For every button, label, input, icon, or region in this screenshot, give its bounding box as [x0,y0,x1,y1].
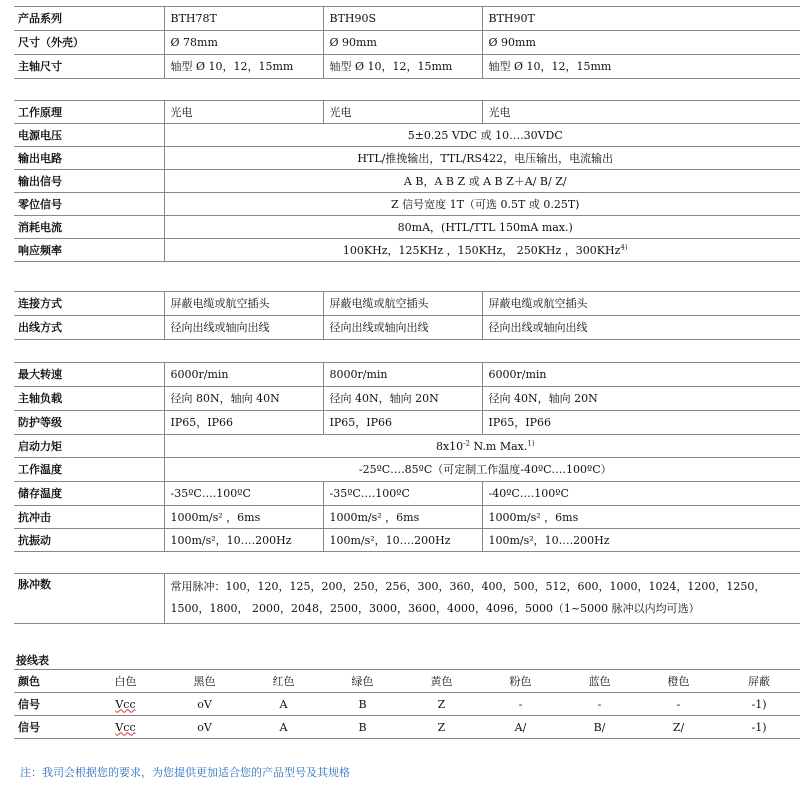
spec-value: IP65，IP66 [482,411,800,435]
wiring-cell: oV [165,693,244,716]
spec-label: 尺寸（外壳） [14,31,164,55]
footer-note: 注：我司会根据您的要求，为您提供更加适合您的产品型号及其规格 [20,766,350,779]
spec-label: 连接方式 [14,292,164,316]
wiring-table [14,669,800,739]
wiring-header-cell: 红色 [244,670,323,693]
spec-label: 零位信号 [14,193,164,216]
wiring-row [14,716,800,739]
wiring-cell [86,693,165,716]
torque-base: 8x10 [435,439,464,453]
spec-table-mechanical [14,362,800,552]
spec-label: 电源电压 [14,124,164,147]
wiring-title: 接线表 [16,654,49,667]
wiring-cell: A [244,693,323,716]
spec-table-connection [14,291,800,340]
pulses-value: 常用脉冲：100，120，125，200，250，256，300，360，400，500，512，600，1000，1024，1200，1250，1500，1800， 2000，2048，2500，3000，3600，4000，4096，5000（1~5000 脉冲以内均可选） [164,574,800,624]
spec-label: 输出电路 [14,147,164,170]
wiring-cell: - [639,693,718,716]
wiring-header-cell: 黄色 [402,670,481,693]
spec-value: 屏蔽电缆或航空插头 [323,292,482,316]
torque-unit: N.m Max. [469,439,528,453]
spec-row-torque [14,435,800,458]
spec-label: 输出信号 [14,170,164,193]
spec-value: 屏蔽电缆或航空插头 [164,292,323,316]
spec-label: 启动力矩 [14,435,164,458]
wiring-cell [86,716,165,739]
spec-value: 径向 40N，轴向 20N [482,387,800,411]
spec-value: 6000r/min [164,363,323,387]
spec-value: Ø 78mm [164,31,323,55]
frequency-text: 100KHz，125KHz ，150KHz， 250KHz ，300KHz [342,243,621,257]
spec-value: 光电 [164,101,323,124]
spec-row-storage [14,482,800,506]
spec-value: 径向出线或轴向出线 [482,316,800,340]
spec-row-zero [14,193,800,216]
spec-value: 屏蔽电缆或航空插头 [482,292,800,316]
spec-row-supply [14,124,800,147]
spec-value: 100m/s²，10….200Hz [164,529,323,552]
spec-value: 光电 [482,101,800,124]
footnote-mark: 4) [620,242,628,251]
spec-value: 轴型 Ø 10，12，15mm [323,55,482,79]
spec-value: 1000m/s² ，6ms [482,506,800,529]
spec-value: IP65，IP66 [323,411,482,435]
spec-value: 80mA，(HTL/TTL 150mA max.) [164,216,800,239]
spec-value: 100m/s²，10….200Hz [323,529,482,552]
spec-value: BTH90T [482,7,800,31]
wiring-header-cell: 粉色 [481,670,560,693]
wiring-cell: Z/ [639,716,718,739]
spec-label: 出线方式 [14,316,164,340]
torque-exponent: -2 [463,438,470,447]
wiring-header-cell: 屏蔽 [718,670,800,693]
wiring-cell: B [323,693,402,716]
spec-row-pulses [14,574,800,624]
spec-value: IP65，IP66 [164,411,323,435]
wiring-header-cell: 黑色 [165,670,244,693]
spec-table-electrical [14,100,800,262]
spec-value: -25ºC….85ºC（可定制工作温度-40ºC….100ºC） [164,458,800,482]
wiring-cell: -1) [718,716,800,739]
spec-row-shock [14,506,800,529]
wiring-cell-text: Vcc [115,697,136,711]
wiring-row [14,693,800,716]
spec-label: 最大转速 [14,363,164,387]
wiring-header-cell: 白色 [86,670,165,693]
spec-value: 1000m/s² ，6ms [323,506,482,529]
spec-value: Z 信号宽度 1T（可选 0.5T 或 0.25T) [164,193,800,216]
spec-value-torque [164,435,800,458]
spec-value: 径向 80N，轴向 40N [164,387,323,411]
spec-label: 主轴尺寸 [14,55,164,79]
wiring-header-cell: 绿色 [323,670,402,693]
spec-row-shaft [14,55,800,79]
spec-row-current [14,216,800,239]
wiring-cell: 信号 [14,716,86,739]
spec-label: 响应频率 [14,239,164,262]
spec-value: 5±0.25 VDC 或 10….30VDC [164,124,800,147]
spec-table-pulses [14,573,800,624]
spec-label: 主轴负载 [14,387,164,411]
spec-label: 脉冲数 [14,574,164,624]
wiring-cell: A/ [481,716,560,739]
spec-label: 消耗电流 [14,216,164,239]
spec-row-vibration [14,529,800,552]
spec-row-speed [14,363,800,387]
wiring-cell: B/ [560,716,639,739]
spec-value: -40ºC….100ºC [482,482,800,506]
spec-row-connection [14,292,800,316]
spec-value: 径向出线或轴向出线 [323,316,482,340]
spec-value: 径向出线或轴向出线 [164,316,323,340]
spec-value: -35ºC….100ºC [323,482,482,506]
spec-value: 径向 40N，轴向 20N [323,387,482,411]
wiring-header-cell: 蓝色 [560,670,639,693]
wiring-cell: -1) [718,693,800,716]
spec-label: 防护等级 [14,411,164,435]
spec-label: 工作原理 [14,101,164,124]
spec-value: 1000m/s² ，6ms [164,506,323,529]
spec-label: 储存温度 [14,482,164,506]
spec-value: 6000r/min [482,363,800,387]
spec-label: 工作温度 [14,458,164,482]
spec-row-signal [14,170,800,193]
spec-value: 轴型 Ø 10，12，15mm [164,55,323,79]
spec-value: -35ºC….100ºC [164,482,323,506]
wiring-header-cell: 颜色 [14,670,86,693]
spec-row-series [14,7,800,31]
spec-value: HTL/推挽输出，TTL/RS422，电压输出，电流输出 [164,147,800,170]
spec-row-load [14,387,800,411]
spec-label: 抗冲击 [14,506,164,529]
wiring-cell: - [481,693,560,716]
spec-row-size [14,31,800,55]
spec-label: 产品系列 [14,7,164,31]
spec-value: 8000r/min [323,363,482,387]
spec-value: BTH78T [164,7,323,31]
spec-value: 轴型 Ø 10，12，15mm [482,55,800,79]
spec-value: Ø 90mm [482,31,800,55]
wiring-cell: 信号 [14,693,86,716]
spec-row-protection [14,411,800,435]
wiring-cell: B [323,716,402,739]
spec-row-frequency [14,239,800,262]
spec-value-frequency [164,239,800,262]
wiring-cell: oV [165,716,244,739]
spec-row-outlet [14,316,800,340]
spec-value: BTH90S [323,7,482,31]
spec-value: 光电 [323,101,482,124]
spec-value: 100m/s²，10….200Hz [482,529,800,552]
spec-table-series [14,6,800,79]
spec-label: 抗振动 [14,529,164,552]
wiring-cell-text: Vcc [115,720,136,734]
wiring-header-cell: 橙色 [639,670,718,693]
wiring-cell: Z [402,716,481,739]
spec-value: A B，A B Z 或 A B Z＋A/ B/ Z/ [164,170,800,193]
footnote-mark: 1) [527,438,535,447]
wiring-cell: A [244,716,323,739]
wiring-header-row [14,670,800,693]
wiring-cell: - [560,693,639,716]
spec-row-temp [14,458,800,482]
spec-value: Ø 90mm [323,31,482,55]
wiring-cell: Z [402,693,481,716]
spec-row-principle [14,101,800,124]
spec-row-circuit [14,147,800,170]
